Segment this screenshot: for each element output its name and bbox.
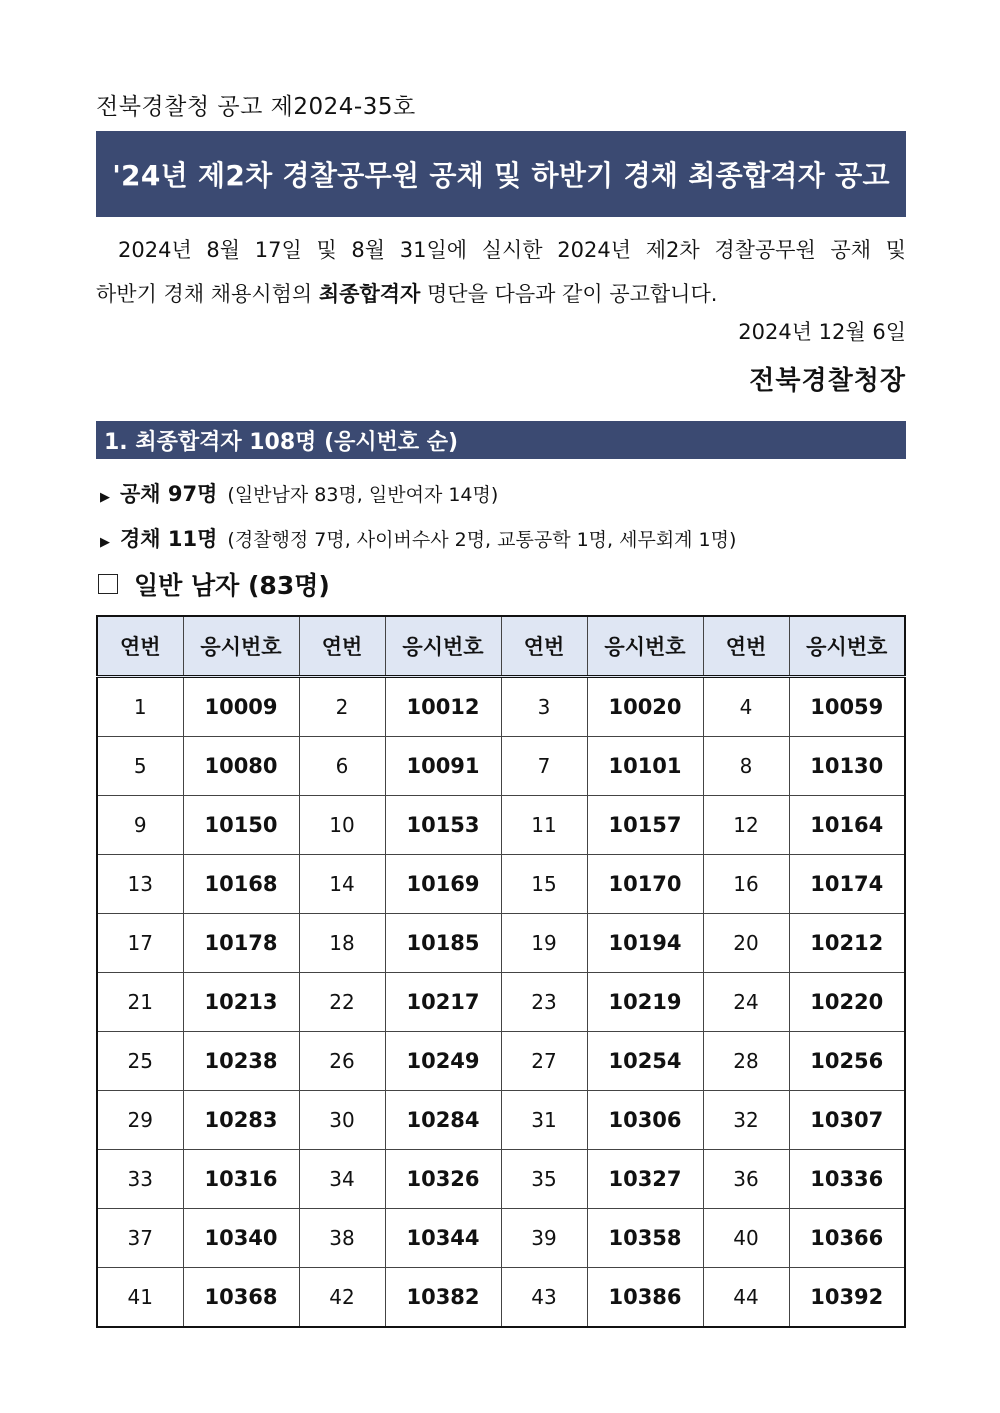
exam-number-cell: 10307: [789, 1091, 905, 1150]
table-row: [97, 855, 905, 914]
sequence-cell: 41: [97, 1268, 183, 1328]
exam-number-cell: 10101: [587, 737, 703, 796]
table-row: [97, 737, 905, 796]
sequence-cell: 38: [299, 1209, 385, 1268]
exam-number-cell: 10169: [385, 855, 501, 914]
sequence-cell: 35: [501, 1150, 587, 1209]
sequence-cell: 42: [299, 1268, 385, 1328]
table-header-row: [97, 616, 905, 677]
table-row: [97, 1150, 905, 1209]
sequence-cell: 14: [299, 855, 385, 914]
sequence-cell: 15: [501, 855, 587, 914]
table-row: [97, 796, 905, 855]
body-line-2-bold: 최종합격자: [318, 282, 421, 306]
sequence-cell: 13: [97, 855, 183, 914]
exam-number-cell: 10316: [183, 1150, 299, 1209]
sequence-cell: 31: [501, 1091, 587, 1150]
exam-number-cell: 10164: [789, 796, 905, 855]
sequence-cell: 1: [97, 677, 183, 737]
exam-number-cell: 10170: [587, 855, 703, 914]
sequence-cell: 2: [299, 677, 385, 737]
sequence-cell: 25: [97, 1032, 183, 1091]
sequence-cell: 8: [703, 737, 789, 796]
exam-number-cell: 10336: [789, 1150, 905, 1209]
section-title: 1. 최종합격자 108명 (응시번호 순): [104, 429, 459, 455]
results-table: [96, 615, 906, 1328]
body-line-2-prefix: 하반기 경채 채용시험의: [96, 282, 319, 306]
subsection-title: 일반 남자 (83명): [134, 571, 330, 600]
page-title: '24년 제2차 경찰공무원 공채 및 하반기 경채 최종합격자 공고: [112, 159, 890, 192]
body-paragraph: [96, 228, 906, 316]
exam-number-cell: 10153: [385, 796, 501, 855]
exam-number-cell: 10238: [183, 1032, 299, 1091]
exam-number-cell: 10178: [183, 914, 299, 973]
exam-number-cell: 10256: [789, 1032, 905, 1091]
column-header: 연번: [703, 616, 789, 677]
sequence-cell: 26: [299, 1032, 385, 1091]
sequence-cell: 21: [97, 973, 183, 1032]
exam-number-cell: 10366: [789, 1209, 905, 1268]
sequence-cell: 16: [703, 855, 789, 914]
triangle-bullet-icon: ▶: [100, 490, 110, 505]
exam-number-cell: 10340: [183, 1209, 299, 1268]
exam-number-cell: 10284: [385, 1091, 501, 1150]
checkbox-square-icon: [98, 574, 118, 594]
exam-number-cell: 10249: [385, 1032, 501, 1091]
sequence-cell: 32: [703, 1091, 789, 1150]
sequence-cell: 39: [501, 1209, 587, 1268]
title-bar: [96, 131, 906, 217]
sequence-cell: 23: [501, 973, 587, 1032]
sequence-cell: 4: [703, 677, 789, 737]
exam-number-cell: 10219: [587, 973, 703, 1032]
exam-number-cell: 10130: [789, 737, 905, 796]
sequence-cell: 3: [501, 677, 587, 737]
sequence-cell: 29: [97, 1091, 183, 1150]
sequence-cell: 22: [299, 973, 385, 1032]
column-header: 응시번호: [183, 616, 299, 677]
column-header: 응시번호: [385, 616, 501, 677]
exam-number-cell: 10091: [385, 737, 501, 796]
body-line-1: 2024년 8월 17일 및 8월 31일에 실시한 2024년 제2차 경찰공무원 공채 및: [118, 238, 906, 262]
exam-number-cell: 10174: [789, 855, 905, 914]
bullet-head: 경채 11명: [120, 527, 218, 551]
exam-number-cell: 10185: [385, 914, 501, 973]
column-header: 연번: [97, 616, 183, 677]
column-header: 응시번호: [587, 616, 703, 677]
table-row: [97, 677, 905, 737]
notice-date: 2024년 12월 6일: [738, 320, 906, 344]
triangle-bullet-icon: ▶: [100, 535, 110, 550]
exam-number-cell: 10306: [587, 1091, 703, 1150]
sequence-cell: 43: [501, 1268, 587, 1328]
notice-number: 전북경찰청 공고 제2024-35호: [96, 94, 416, 120]
exam-number-cell: 10059: [789, 677, 905, 737]
bullet-detail: (경찰행정 7명, 사이버수사 2명, 교통공학 1명, 세무회계 1명): [227, 529, 737, 551]
exam-number-cell: 10254: [587, 1032, 703, 1091]
exam-number-cell: 10157: [587, 796, 703, 855]
table-row: [97, 1209, 905, 1268]
bullet-detail: (일반남자 83명, 일반여자 14명): [227, 484, 499, 506]
sequence-cell: 7: [501, 737, 587, 796]
sequence-cell: 6: [299, 737, 385, 796]
exam-number-cell: 10080: [183, 737, 299, 796]
exam-number-cell: 10213: [183, 973, 299, 1032]
exam-number-cell: 10358: [587, 1209, 703, 1268]
subsection-header: [96, 566, 330, 602]
exam-number-cell: 10368: [183, 1268, 299, 1328]
exam-number-cell: 10009: [183, 677, 299, 737]
sequence-cell: 28: [703, 1032, 789, 1091]
exam-number-cell: 10392: [789, 1268, 905, 1328]
exam-number-cell: 10220: [789, 973, 905, 1032]
issuer: 전북경찰청장: [749, 366, 906, 396]
sequence-cell: 36: [703, 1150, 789, 1209]
sequence-cell: 11: [501, 796, 587, 855]
table-row: [97, 914, 905, 973]
exam-number-cell: 10344: [385, 1209, 501, 1268]
sequence-cell: 44: [703, 1268, 789, 1328]
exam-number-cell: 10326: [385, 1150, 501, 1209]
sequence-cell: 40: [703, 1209, 789, 1268]
body-line-2-suffix: 명단을 다음과 같이 공고합니다.: [420, 282, 718, 306]
body-line-2: [96, 272, 906, 316]
bullet-item: [100, 478, 498, 508]
sequence-cell: 17: [97, 914, 183, 973]
table-row: [97, 1091, 905, 1150]
bullet-item: [100, 523, 736, 553]
column-header: 응시번호: [789, 616, 905, 677]
section-header: [96, 421, 906, 459]
column-header: 연번: [299, 616, 385, 677]
sequence-cell: 19: [501, 914, 587, 973]
exam-number-cell: 10212: [789, 914, 905, 973]
sequence-cell: 34: [299, 1150, 385, 1209]
sequence-cell: 5: [97, 737, 183, 796]
sequence-cell: 10: [299, 796, 385, 855]
sequence-cell: 24: [703, 973, 789, 1032]
sequence-cell: 12: [703, 796, 789, 855]
exam-number-cell: 10194: [587, 914, 703, 973]
exam-number-cell: 10283: [183, 1091, 299, 1150]
sequence-cell: 30: [299, 1091, 385, 1150]
sequence-cell: 18: [299, 914, 385, 973]
bullet-head: 공채 97명: [120, 482, 218, 506]
table-row: [97, 1032, 905, 1091]
column-header: 연번: [501, 616, 587, 677]
sequence-cell: 9: [97, 796, 183, 855]
exam-number-cell: 10327: [587, 1150, 703, 1209]
exam-number-cell: 10386: [587, 1268, 703, 1328]
table-row: [97, 973, 905, 1032]
exam-number-cell: 10020: [587, 677, 703, 737]
exam-number-cell: 10382: [385, 1268, 501, 1328]
exam-number-cell: 10012: [385, 677, 501, 737]
sequence-cell: 27: [501, 1032, 587, 1091]
sequence-cell: 37: [97, 1209, 183, 1268]
exam-number-cell: 10150: [183, 796, 299, 855]
sequence-cell: 33: [97, 1150, 183, 1209]
exam-number-cell: 10168: [183, 855, 299, 914]
sequence-cell: 20: [703, 914, 789, 973]
exam-number-cell: 10217: [385, 973, 501, 1032]
table-row: [97, 1268, 905, 1328]
